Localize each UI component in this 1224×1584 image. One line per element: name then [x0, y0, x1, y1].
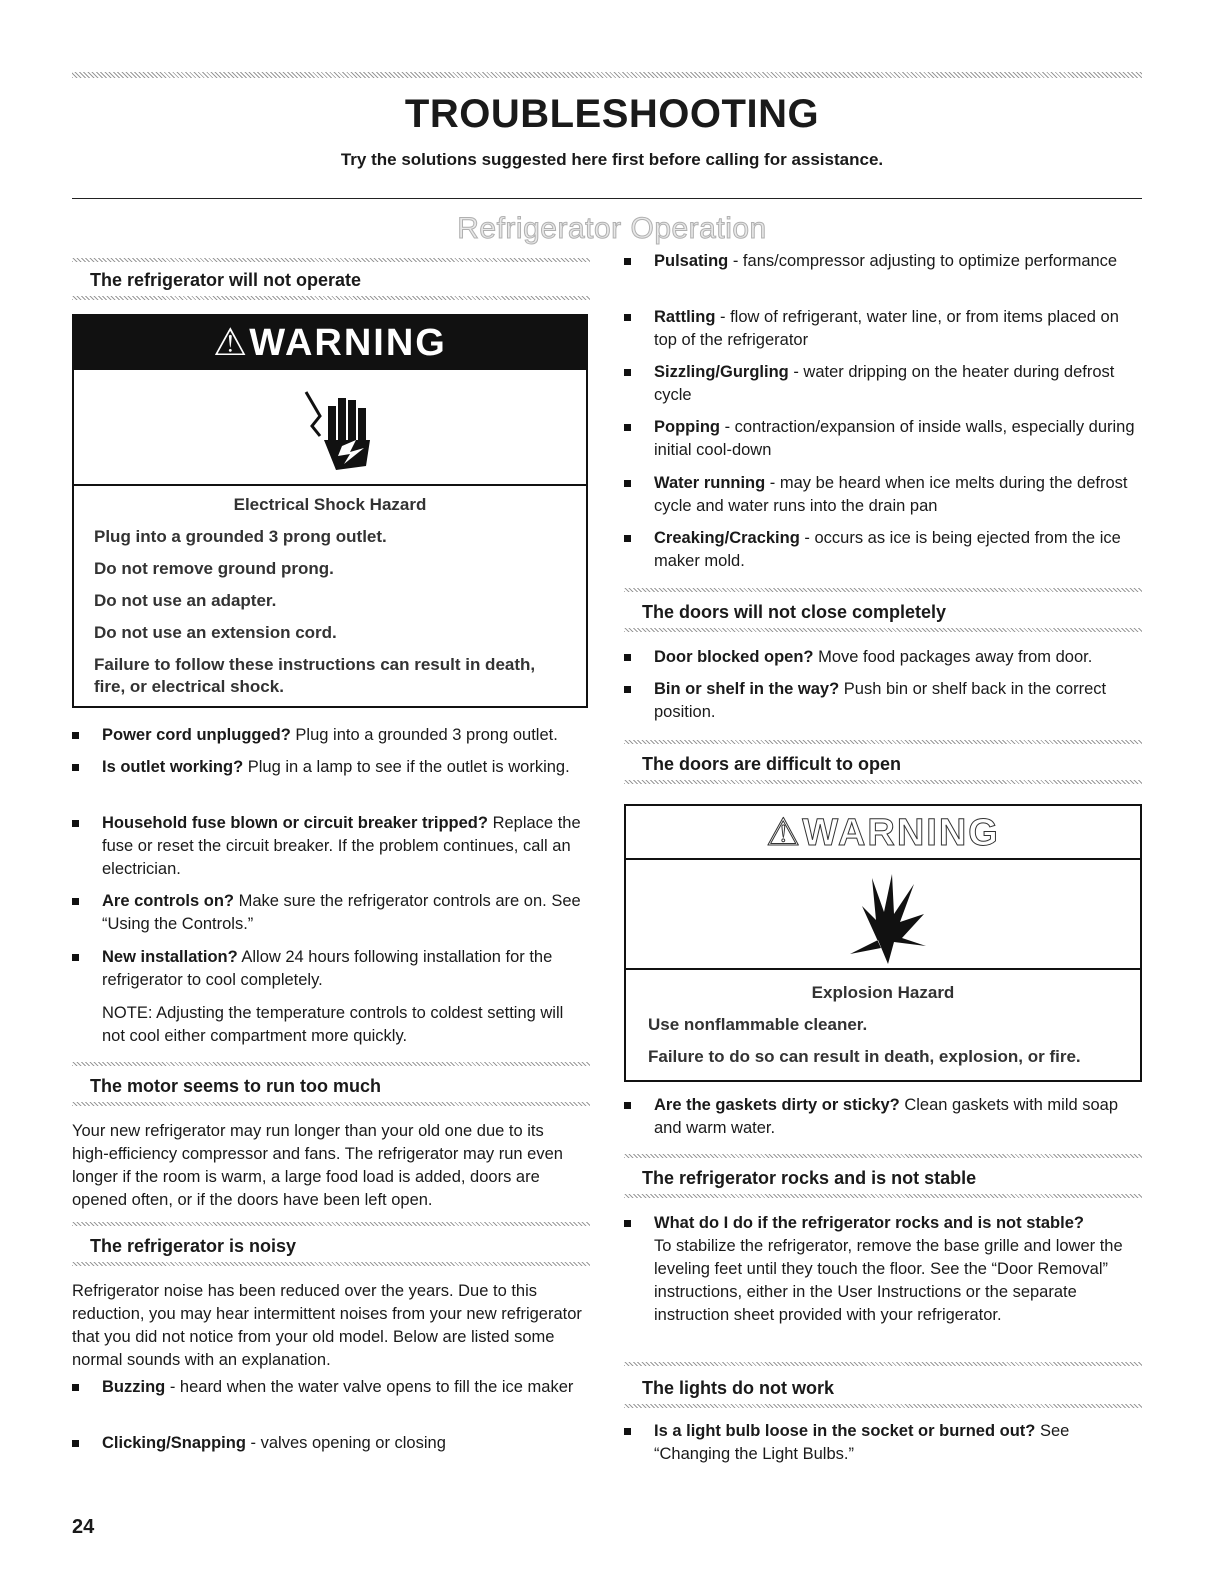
heading-band-bottom — [624, 628, 1142, 632]
list-item: Popping - contraction/expansion of inside walls, especially during initial cool-down — [624, 416, 1142, 462]
list-item: Water running - may be heard when ice melts during the defrost cycle and water runs into the drain pan — [624, 472, 1142, 518]
list-item: Are controls on? Make sure the refrigerator controls are on. See “Using the Controls.” — [72, 890, 590, 936]
warning-line-3: Do not use an adapter. — [94, 591, 277, 610]
heading-lights: The lights do not work — [642, 1378, 834, 1398]
list-item: Door blocked open? Move food packages away from door. — [624, 646, 1142, 669]
warning-line-1: Use nonflammable cleaner. — [648, 1015, 868, 1034]
heading-band-bottom — [624, 780, 1142, 784]
list-item: Is outlet working? Plug in a lamp to see if the outlet is working. — [72, 756, 590, 779]
list-item: Is a light bulb loose in the socket or burned out? See “Changing the Light Bulbs.” — [624, 1420, 1142, 1466]
page-title: TROUBLESHOOTING — [404, 92, 820, 136]
explosion-warning-box — [624, 804, 1142, 1082]
heading-doors-open: The doors are difficult to open — [642, 754, 902, 774]
list-item: Sizzling/Gurgling - water dripping on the heater during defrost cycle — [624, 361, 1142, 407]
top-decorative-band — [72, 72, 1142, 78]
list-item: Household fuse blown or circuit breaker tripped? Replace the fuse or reset the circuit breaker. If the problem continues, call an electrician. — [72, 812, 590, 881]
heading-band-top — [624, 740, 1142, 744]
warning-hazard-title: Electrical Shock Hazard — [233, 495, 427, 514]
list-item: Creaking/Cracking - occurs as ice is being ejected from the ice maker mold. — [624, 527, 1142, 573]
heading-not-operate: The refrigerator will not operate — [90, 270, 362, 290]
heading-band-bottom — [72, 1102, 590, 1106]
heading-band-bottom — [624, 1404, 1142, 1408]
list-item: Bin or shelf in the way? Push bin or shelf back in the correct position. — [624, 678, 1142, 724]
page-number: 24 — [72, 1516, 95, 1538]
heading-rocks: The refrigerator rocks and is not stable — [642, 1168, 977, 1188]
warning-line-1: Plug into a grounded 3 prong outlet. — [94, 527, 387, 546]
warning-hazard-title: Explosion Hazard — [811, 983, 955, 1002]
shock-hazard-icon — [74, 370, 586, 486]
motor-text: Your new refrigerator may run longer than your old one due to its high-efficiency compressor and fans. The refrigerator may run even longer if the room is warm, a large food load is added, doors are opened often, or if the doors have been left open. — [72, 1122, 563, 1209]
heading-band-top — [72, 1222, 590, 1226]
heading-band-top — [72, 258, 590, 262]
list-item: Clicking/Snapping - valves opening or closing — [72, 1432, 590, 1455]
list-item: Rattling - flow of refrigerant, water line, or from items placed on top of the refrigerator — [624, 306, 1142, 352]
heading-band-top — [72, 1062, 590, 1066]
list-item: Pulsating - fans/compressor adjusting to optimize performance — [624, 250, 1142, 273]
heading-band-top — [624, 1362, 1142, 1366]
section-title: Refrigerator Operation — [457, 212, 767, 245]
warning-triangle-icon: ⚠ — [766, 812, 803, 854]
warning-header: ⚠WARNING — [74, 316, 586, 370]
warning-line-2: Failure to do so can result in death, explosion, or fire. — [648, 1047, 1081, 1066]
heading-band-top — [624, 588, 1142, 592]
header-divider — [72, 198, 1142, 199]
page-subtitle: Try the solutions suggested here first before calling for assistance. — [340, 150, 884, 169]
warning-triangle-icon: ⚠ — [213, 322, 250, 364]
list-item: New installation? Allow 24 hours following installation for the refrigerator to cool completely. — [72, 946, 590, 992]
heading-band-bottom — [624, 1194, 1142, 1198]
list-item: Power cord unplugged? Plug into a grounded 3 prong outlet. — [72, 724, 590, 747]
warning-header: ⚠WARNING — [766, 812, 1000, 854]
warning-line-2: Do not remove ground prong. — [94, 559, 334, 578]
electrical-warning-box — [72, 314, 588, 708]
heading-noisy: The refrigerator is noisy — [90, 1236, 297, 1256]
heading-motor: The motor seems to run too much — [90, 1076, 382, 1096]
heading-band-top — [624, 1154, 1142, 1158]
list-item: What do I do if the refrigerator rocks and is not stable? To stabilize the refrigerator, remove the base grille and lower the leveling feet until they touch the floor. See the “Door Removal” instructions, either in the User Instructions or the separate instruction sheet provided with your refrigerator. — [624, 1212, 1142, 1327]
heading-doors-close: The doors will not close completely — [642, 602, 947, 622]
list-item: Buzzing - heard when the water valve opens to fill the ice maker — [72, 1376, 590, 1399]
list-item: Are the gaskets dirty or sticky? Clean gaskets with mild soap and warm water. — [624, 1094, 1142, 1140]
heading-band-bottom — [72, 1262, 590, 1266]
heading-band-bottom — [72, 296, 590, 300]
warning-line-5: Failure to follow these instructions can result in death, fire, or electrical shock. — [94, 655, 536, 696]
note-text: NOTE: Adjusting the temperature controls to coldest setting will not cool either compartment more quickly. — [102, 1004, 564, 1045]
explosion-hazard-icon — [626, 858, 1140, 970]
warning-line-4: Do not use an extension cord. — [94, 623, 337, 642]
noisy-text: Refrigerator noise has been reduced over the years. Due to this reduction, you may hear intermittent noises from your new refrigerator that you did not notice from your old model. Below are listed some normal sounds with an explanation. — [72, 1282, 582, 1369]
